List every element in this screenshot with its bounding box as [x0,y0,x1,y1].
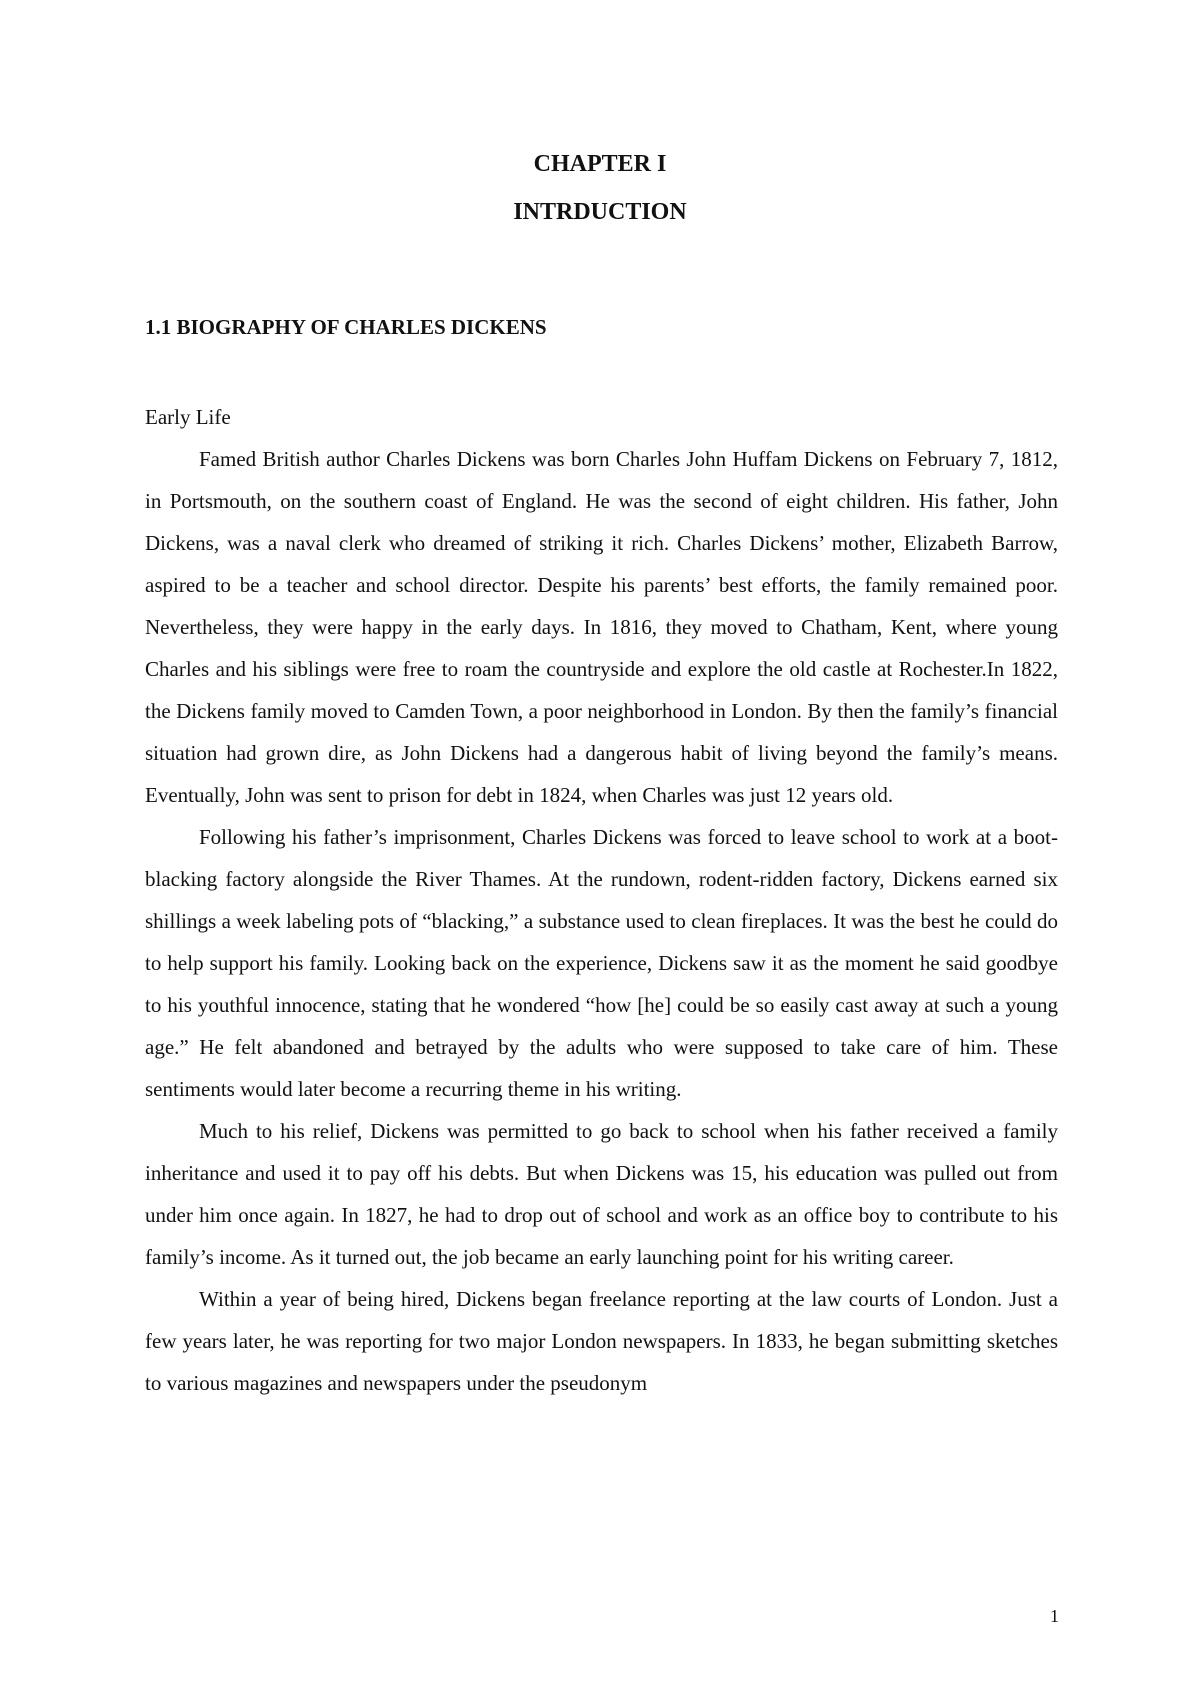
paragraph-3: Much to his relief, Dickens was permitted to go back to school when his father received a family inheritance and used it to pay off his debts. But when Dickens was 15, his education was pulled out from under him once again. In 1827, he had to drop out of school and work as an office boy to contribute to his family’s income. As it turned out, the job became an early launching point for his writing career. [145,1119,1058,1269]
paragraph-1: Famed British author Charles Dickens was born Charles John Huffam Dickens on February 7, 1812, in Portsmouth, on the southern coast of England. He was the second of eight children. His father, John Dickens, was a naval clerk who dreamed of striking it rich. Charles Dickens’ mother, Elizabeth Barrow, aspired to be a teacher and school director. Despite his parents’ best efforts, the family remained poor. Nevertheless, they were happy in the early days. In 1816, they moved to Chatham, Kent, where young Charles and his siblings were free to roam the countryside and explore the old castle at Rochester.In 1822, the Dickens family moved to Camden Town, a poor neighborhood in London. By then the family’s financial situation had grown dire, as John Dickens had a dangerous habit of living beyond the family’s means. Eventually, John was sent to prison for debt in 1824, when Charles was just 12 years old. [145,447,1058,807]
paragraph-2: Following his father’s imprisonment, Charles Dickens was forced to leave school to work at a boot-blacking factory alongside the River Thames. At the rundown, rodent-ridden factory, Dickens earned six shillings a week labeling pots of “blacking,” a substance used to clean fireplaces. It was the best he could do to help support his family. Looking back on the experience, Dickens saw it as the moment he said goodbye to his youthful innocence, stating that he wondered “how [he] could be so easily cast away at such a young age.” He felt abandoned and betrayed by the adults who were supposed to take care of him. These sentiments would later become a recurring theme in his writing. [145,825,1058,1101]
subheading-early-life: Early Life [145,405,231,429]
chapter-number: CHAPTER I [533,151,667,177]
body-text [145,396,1058,1404]
section-heading: 1.1 BIOGRAPHY OF CHARLES DICKENS [145,315,547,339]
page-number: 1 [1050,1606,1059,1626]
paragraph-4: Within a year of being hired, Dickens began freelance reporting at the law courts of London. Just a few years later, he was reporting for two major London newspapers. In 1833, he began submitting sketches to various magazines and newspapers under the pseudonym [145,1287,1058,1395]
chapter-title: INTRDUCTION [513,199,687,225]
